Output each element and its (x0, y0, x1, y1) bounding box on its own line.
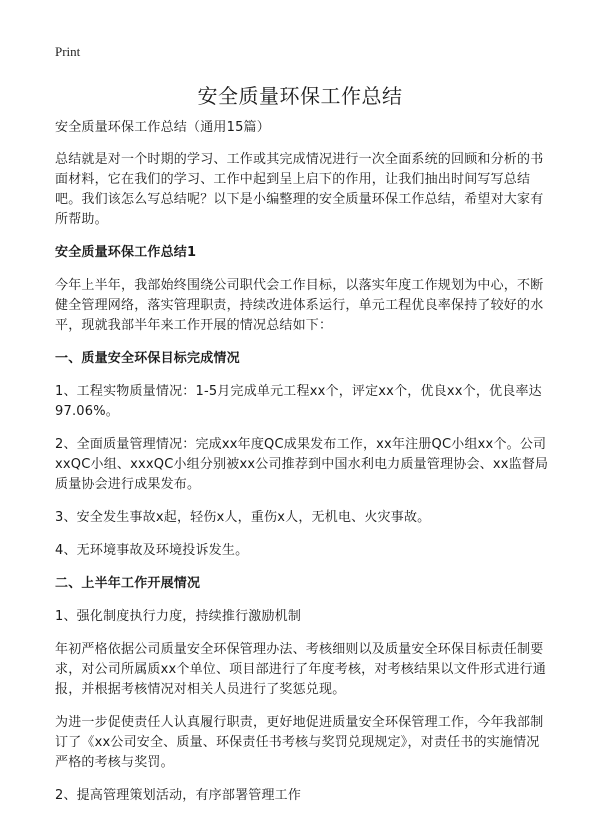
body-paragraph: 今年上半年，我部始终围绕公司职代会工作目标，以落实年度工作规划为中心，不断健全管理网络，落实管理职责，持续改进体系运行，单元工程优良率保持了较好的水平，现就我部半年来工作开展的情况总结如下： (55, 278, 544, 333)
section-heading: 二、上半年工作开展情况 (55, 576, 201, 591)
body-paragraph: 2、全面质量管理情况：完成xx年度QC成果发布工作，xx年注册QC小组xx个。公司xxQC小组、xxxQC小组分别被xx公司推荐到中国水利电力质量管理协会、xx监督局质量协会进行成果发布。 (55, 437, 549, 492)
intro-paragraph: 总结就是对一个时期的学习、工作或其完成情况进行一次全面系统的回顾和分析的书面材料，它在我们的学习、工作中起到呈上启下的作用，让我们抽出时间写写总结吧。我们该怎么写总结呢？以下是小编整理的安全质量环保工作总结，希望对大家有所帮助。 (55, 152, 544, 227)
body-paragraph: 2、提高管理策划活动，有序部署管理工作 (55, 788, 302, 803)
body-paragraph: 3、安全发生事故x起，轻伤x人，重伤x人，无机电、火灾事故。 (55, 510, 431, 525)
print-link[interactable]: Print (55, 44, 81, 59)
body-paragraph: 为进一步促使责任人认真履行职责，更好地促进质量安全环保管理工作，今年我部制订了《xx公司安全、质量、环保责任书考核与奖罚兑现规定》，对责任书的实施情况严格的考核与奖罚。 (55, 715, 544, 770)
body-paragraph: 4、无环境事故及环境投诉发生。 (55, 543, 249, 558)
body-paragraph: 年初严格依据公司质量安全环保管理办法、考核细则以及质量安全环保目标责任制要求，对公司所属质xx个单位、项目部进行了年度考核，对考核结果以文件形式进行通报，并根据考核情况对相关人员进行了奖惩兑现。 (55, 642, 546, 697)
subtitle-paragraph: 安全质量环保工作总结（通用15篇） (55, 120, 270, 135)
section-heading: 安全质量环保工作总结1 (55, 245, 197, 260)
body-paragraph: 1、强化制度执行力度，持续推行激励机制 (55, 609, 302, 624)
body-paragraph: 1、工程实物质量情况：1-5月完成单元工程xx个，评定xx个，优良xx个，优良率达97.06%。 (55, 384, 542, 419)
section-heading: 一、质量安全环保目标完成情况 (55, 351, 240, 366)
document-title: 安全质量环保工作总结 (197, 84, 403, 108)
document-body (55, 118, 550, 806)
